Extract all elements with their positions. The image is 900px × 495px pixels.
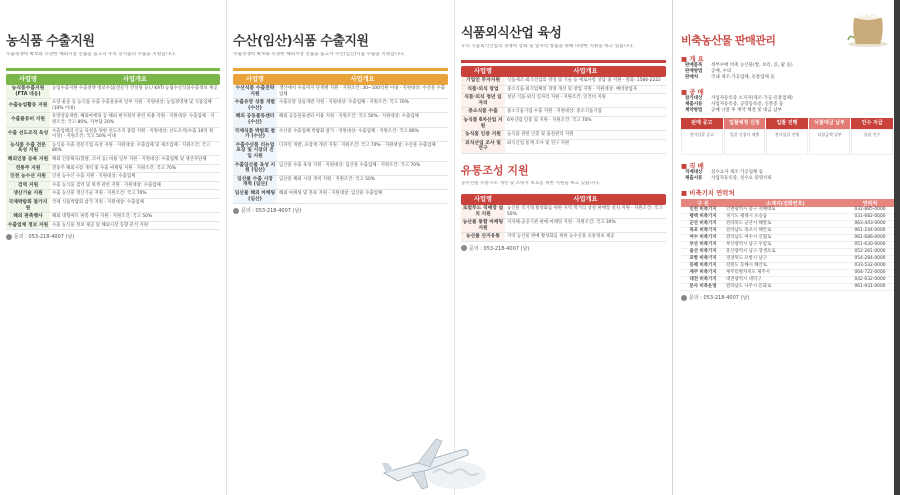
- table-row: [6, 222, 220, 231]
- row-desc: 해외 대형마트 판촉 행사 지원 · 지원조건: 국고 50%: [52, 214, 153, 220]
- info-value: 사업자등록증, 실수요 증명서류: [711, 176, 772, 181]
- flow-step-desc: 낙찰금액 납부: [809, 129, 851, 155]
- table-row: [6, 85, 220, 99]
- panel-agri-export: [0, 0, 226, 495]
- col-header-name: 사업명: [474, 68, 492, 75]
- table-cell: 061-931-0000: [846, 284, 894, 291]
- row-desc: 해외 공동물류센터 이용 지원 · 지원조건: 국고 50% · 지원대상: 수출업체: [279, 114, 419, 120]
- info-key: 직배대상: [685, 170, 703, 175]
- table-row: [6, 173, 220, 182]
- info-key: 참가대상: [685, 96, 703, 101]
- row-name: 수출물류비 지원: [6, 113, 50, 126]
- table-row: [461, 108, 666, 117]
- row-name: 농식품 인증 지원: [461, 131, 505, 139]
- contact-info: [461, 245, 666, 252]
- green-bar: [6, 68, 220, 71]
- row-desc: 농업수출지원 수출전략 정보수집(전문가 컨설팅 등) / KATI 농림수산식품수출정보 제공: [52, 86, 218, 91]
- flow-step: 낙찰대금 납부: [809, 118, 851, 129]
- table-cell: 061-244-0000: [846, 228, 894, 235]
- info-value: 사업자등록증 소지자(제조·가공·유통업체): [711, 96, 793, 101]
- flow-step-desc: 물품 인수: [851, 129, 893, 155]
- table-cell: 032-885-0000: [846, 207, 894, 214]
- col-header-desc: 사업개요: [350, 76, 375, 83]
- table-row: [461, 131, 666, 140]
- panel-description: 우리 식품외식산업의 경쟁력 강화 및 일자리 창출을 위해 다양한 지원을 하고 있습니다.: [461, 44, 634, 49]
- table-row: [233, 190, 448, 204]
- row-desc: 전통주 해외시장 개척 및 수출 마케팅 지원 · 지원조건: 국고 70%: [52, 165, 177, 171]
- table-row: [681, 242, 894, 249]
- table-cell: 울산광역시 남구 장생포로: [725, 249, 846, 256]
- table-body: [6, 85, 220, 230]
- flow-step: 인수 지급: [851, 118, 893, 129]
- col-header-desc: 사업개요: [573, 195, 598, 203]
- row-desc: 유망상품개발, 해외마케팅 등 해외 현지정착 관련 비용 지원 · 지원대상: 수출업체 · 지원조건: 국고 80%, 자부담 20%: [52, 114, 215, 125]
- row-name: 농산물 통합 마케팅 지원: [462, 220, 504, 231]
- row-name: 인천 농수산 지원: [6, 173, 50, 181]
- section-overview: ■ 개 요: [681, 55, 704, 63]
- section-label: 직 배: [689, 162, 704, 170]
- row-desc: 6차산업 인증 및 지원 · 지원조건: 국고 70%: [507, 117, 592, 123]
- table-cell: 경기도 평택시 포승읍: [725, 214, 846, 221]
- table-header: [461, 194, 666, 205]
- row-desc: 농식품 관련 인증 및 품질관리 지원: [507, 132, 574, 138]
- table-cell: 인천광역시 중구 서해대로: [725, 207, 846, 214]
- section-auction: ■ 공 매: [681, 88, 704, 96]
- contact-text: 문의 : 053-218-4007 (남): [241, 208, 302, 215]
- row-name: 전통주 지원: [6, 165, 50, 173]
- col-header-name: 사업명: [474, 195, 492, 203]
- info-key: 제출서류: [685, 102, 703, 107]
- table-row: [681, 235, 894, 242]
- direct-list: [681, 170, 894, 182]
- row-desc: 식품제조·외식산업의 경영 및 기술 등 애로사항 상담 및 지원 · 전화: 1566-2222: [507, 78, 661, 83]
- row-desc: 디자인 개발, 포장재 개선 지원 · 지원조건: 국고 70% · 지원대상: 수산물 수출업체: [279, 142, 436, 148]
- row-desc: 생산에서 수출까지 단계별 지원 · 지원조건: 30~100억원 이내 · 지원대상: 수산물 수출업체: [279, 86, 445, 97]
- col-header-desc: 사업개요: [123, 76, 147, 83]
- table-cell: 제주 비축기지: [681, 270, 725, 277]
- row-name: 국제박람회 참가지원: [6, 199, 50, 212]
- table-row: [6, 213, 220, 222]
- flow-step-desc: 전자입찰 공고: [681, 129, 723, 155]
- table-cell: 전라남도 나주시 문화로: [725, 284, 846, 291]
- row-name: 수출수산품 리뉴얼 포장 및 시장의 진입 지원: [233, 142, 277, 161]
- section-description: 농수산물 유통구조 개선 및 소비자 보호를 위한 지원을 하고 있습니다.: [461, 180, 600, 186]
- table-cell: 033-532-0000: [846, 263, 894, 270]
- table-row: [6, 182, 220, 191]
- row-desc: 수출 농산물 생산기술 지원 · 지원조건: 국고 70%: [52, 191, 147, 197]
- row-desc: 지역 농산물 판매 활성화를 위한 농수산물 유통정보 제공: [507, 234, 615, 240]
- orange-bar: [233, 68, 448, 71]
- process-flow-desc: [681, 129, 894, 155]
- table-row: [461, 233, 666, 242]
- info-value: 정부수매 비축 농산물(쌀, 보리, 콩, 팥 등): [711, 63, 793, 68]
- table-cell: 포항 비축기지: [681, 256, 725, 263]
- grain-sack-icon: [844, 4, 892, 48]
- col-header-desc: 사업개요: [573, 68, 598, 75]
- row-name: 농식품수출지원(FTA 대응): [6, 85, 50, 98]
- flow-step: 입찰 진행: [766, 118, 808, 129]
- table-cell: 군산 비축기지: [681, 221, 725, 228]
- table-cell: 여수 비축기지: [681, 235, 725, 242]
- table-row: [461, 86, 666, 95]
- auction-list: [681, 96, 894, 114]
- row-name: 수출유망 상품 개발 (수산): [234, 100, 276, 111]
- table-row: [6, 199, 220, 213]
- table-row: [6, 142, 220, 156]
- row-desc: 수출유망 상품개발 지원 · 지원대상: 수출업체 · 지원조건: 국고 70%: [279, 100, 409, 106]
- contact-text: 문의 : 053-218-4007 (남): [14, 234, 75, 241]
- flow-step: 판매 공고: [681, 118, 723, 129]
- col-header: 소재지(전화번호): [725, 199, 846, 207]
- info-value: 공매, 수의: [711, 69, 732, 74]
- section-label: 비축기지 연락처: [689, 189, 735, 197]
- row-desc: 수출 농식품 정보 제공 및 해외시장 동향 분석 지원: [52, 222, 148, 228]
- table-row: [6, 156, 220, 165]
- table-cell: 전라남도 목포시 해안로: [725, 228, 846, 235]
- table-row: [233, 85, 448, 99]
- airplane-icon: [378, 433, 474, 493]
- table-cell: 054-284-0000: [846, 256, 894, 263]
- panel-reserve-sales: [672, 0, 900, 495]
- section-direct: ■ 직 배: [681, 162, 704, 170]
- table-row: [6, 165, 220, 174]
- contact-table: [681, 199, 894, 291]
- row-desc: 국제 식품박람회 참가 지원 · 지원대상: 수출업체: [52, 199, 144, 205]
- row-name: 임산물 수출 시장 개척 (임산): [233, 176, 277, 189]
- row-desc: 해외 마케팅 및 홍보 지원 · 지원대상: 임산물 수출업체: [279, 190, 383, 196]
- panel-seafood-export: [226, 0, 454, 495]
- info-key: 판매처: [685, 75, 699, 80]
- table-row: [461, 205, 666, 219]
- flow-step-desc: 전자입찰 진행: [766, 129, 808, 155]
- info-line: [685, 176, 894, 182]
- info-key: 제출서류: [685, 176, 703, 181]
- col-header: 구 분: [681, 199, 725, 207]
- info-line: [685, 75, 894, 81]
- table-row: [461, 77, 666, 86]
- col-header-name: 사업명: [19, 76, 37, 83]
- phone-icon: [233, 208, 239, 214]
- table-cell: 부산광역시 남구 우암로: [725, 242, 846, 249]
- table-cell: 강원도 동해시 해안로: [725, 263, 846, 270]
- contact-info: [233, 207, 448, 214]
- row-name: 농식품 수출 전문 육성 지원: [6, 142, 50, 155]
- col-header-name: 사업명: [246, 76, 264, 83]
- table-cell: 경상북도 포항시 남구: [725, 256, 846, 263]
- table-cell: 061-686-0000: [846, 235, 894, 242]
- table-cell: 대전광역시 대덕구: [725, 277, 846, 284]
- row-desc: 임산물 해외 시장 개척 지원 · 지원조건: 국고 50%: [279, 176, 375, 182]
- info-value: 국내 제조·가공업체, 유통업체 등: [711, 75, 775, 80]
- table-cell: 064-722-0000: [846, 270, 894, 277]
- table-row: [681, 284, 894, 291]
- panel-description: 수출경쟁력 확보와 유망한 해외시장 진출을 돕고자 우리 농식품의 수출을 지원합니다.: [6, 52, 176, 57]
- row-desc: 수산물 수출업체 박람회 참가 · 지원대상: 수출업체 · 지원조건: 국고 80%: [279, 128, 419, 134]
- table-cell: 051-630-0000: [846, 242, 894, 249]
- contact-info: [681, 294, 894, 301]
- row-name: 수출업체 정보 지원: [7, 222, 49, 228]
- row-name: 로컬푸드 직매장 설치 지원: [462, 205, 504, 217]
- row-name: 수산식품 수출전략 지원: [233, 85, 277, 98]
- table-row: [6, 190, 220, 199]
- table-row: [233, 128, 448, 142]
- row-desc: 해외 인증획득(할랄, 코셔 등) 비용 일부 지원 · 지원대상: 수출업체 및 생산자단체: [52, 156, 207, 162]
- table-header: [6, 74, 220, 85]
- edge-stripe: [894, 0, 900, 495]
- table-row: [461, 140, 666, 154]
- row-name: 농산물 산지유통: [461, 233, 505, 241]
- table-row: [461, 117, 666, 131]
- row-desc: 지자체·공공기관 판매 마케팅 지원 · 지원조건: 국고 30%: [507, 220, 616, 226]
- row-desc: 농산물 직거래 활성화를 위한 지역 먹거리 상설 판매장 설치 지원 · 지원조건: 국고 50%: [507, 205, 663, 217]
- row-name: 국제식품 박람회 참가 (수산): [234, 128, 276, 140]
- section-title: 유통조성 지원: [461, 163, 529, 177]
- contact-text: 문의 : 053-218-4007 (남): [689, 295, 750, 301]
- red-bar: [461, 60, 666, 63]
- table-row: [681, 263, 894, 270]
- row-desc: 포장·운송 등 농식품 수출 수출물류비 일부 지원 · 지원대상: 농업경영체 및 식품업체(10% 이내): [52, 100, 212, 111]
- table-cell: 울산 비축기지: [681, 249, 725, 256]
- table-cell: 전라북도 군산시 해망로: [725, 221, 846, 228]
- row-name: 해외 판촉행사: [6, 213, 50, 221]
- table-row: [233, 142, 448, 162]
- info-key: 판매품목: [685, 63, 703, 68]
- panel-title: 식품외식산업 육성: [461, 26, 562, 41]
- row-name: 해외 공동물류센터 (수산): [233, 113, 277, 126]
- row-desc: 중소식품기업 수출 지원 · 지원대상: 중소식품기업: [507, 109, 602, 115]
- phone-icon: [6, 234, 12, 240]
- row-name: 농식품 6차산업 지원: [461, 117, 505, 130]
- row-desc: 임산물 수출 육성 지원 · 지원대상: 임산물 수출업체 · 지원조건: 국고 70%: [279, 162, 421, 168]
- info-key: 판매방법: [685, 69, 703, 74]
- row-name: 수출농업활동 지원: [6, 99, 50, 112]
- row-name: 검역 지원: [6, 182, 50, 190]
- table-cell: 동해 비축기지: [681, 263, 725, 270]
- table-row: [461, 94, 666, 108]
- table-row: [233, 176, 448, 190]
- table-header: [233, 74, 448, 85]
- overview-list: [681, 63, 894, 81]
- panel-food-industry: [454, 0, 672, 495]
- row-name: 외식산업 조사 및 연구: [461, 140, 505, 153]
- row-desc: 중소식품·외식업체의 경영 개선 및 창업 지원 · 지원대상: 예비창업자: [507, 86, 637, 92]
- info-value: 실수요자 제조·가공업체 등: [711, 170, 764, 175]
- table-body: [461, 205, 666, 242]
- table-row: [233, 162, 448, 176]
- table-cell: 목포 비축기지: [681, 228, 725, 235]
- panel-title: 비축농산물 판매관리: [681, 34, 776, 47]
- contact-text: 문의 : 053-218-4007 (남): [469, 245, 530, 252]
- row-desc: 수출업체의 신규 육성을 위한 선도조직 종합 지원 · 지원대상: 선도조직(수출 10억 원 이상) · 지원조건: 국고 50% 이내: [52, 128, 214, 140]
- row-name: 식품·외식 청년 일자리: [461, 94, 505, 107]
- table-row: [681, 270, 894, 277]
- info-value: 사업자등록증, 공장등록증, 신분증 등: [711, 102, 784, 107]
- table-row: [6, 99, 220, 113]
- table-cell: 대전 비축기지: [681, 277, 725, 284]
- table-body: [461, 77, 666, 154]
- row-name: 생산기술 지원: [6, 190, 50, 198]
- table-cell: 063-443-0000: [846, 221, 894, 228]
- panel-description: 수출경쟁력 확보와 유망한 해외시장 진출을 돕고자 수산(임산)식품 수출을 지원합니다.: [233, 52, 406, 57]
- table-cell: 031-682-0000: [846, 214, 894, 221]
- table-row: [6, 113, 220, 127]
- table-row: [461, 219, 666, 233]
- table-row: [681, 228, 894, 235]
- table-cell: 인천 비축기지: [681, 207, 725, 214]
- table-cell: 전라남도 여수시 신월로: [725, 235, 846, 242]
- col-header: 연락처: [846, 199, 894, 207]
- flow-step: 입찰예정 신청: [724, 118, 766, 129]
- table-cell: 평택 비축기지: [681, 214, 725, 221]
- info-value: 공매 낙찰 후 계약 체결 및 대금 납부: [711, 108, 782, 113]
- flow-step-desc: 입찰 신청서 제출: [724, 129, 766, 155]
- table-body: [233, 85, 448, 204]
- row-desc: 인천 농수산 수출 지원 · 지원대상: 수출업체: [52, 174, 136, 180]
- row-name: 수출임산물 육성 지원 (임산): [234, 162, 276, 174]
- info-line: [685, 108, 894, 114]
- row-desc: 청년 식품·외식 일자리 지원 · 지원조건: 인건비 지원: [507, 95, 606, 101]
- table-header: [461, 66, 666, 77]
- panel-title: 농식품 수출지원: [6, 34, 95, 49]
- row-name: 수출 선도조직 육성: [6, 128, 50, 141]
- row-name: 식품·외식 창업: [461, 86, 505, 94]
- section-label: 공 매: [689, 88, 704, 96]
- row-name: 기업인 투자지원: [461, 77, 505, 85]
- contact-info: [6, 233, 220, 240]
- row-desc: 수출 농식품 검역 및 위생 관련 지원 · 지원대상: 수출업체: [52, 182, 161, 188]
- table-cell: 제주특별자치도 제주시: [725, 270, 846, 277]
- table-cell: 부산 비축기지: [681, 242, 725, 249]
- table-row: [233, 113, 448, 127]
- table-row: [681, 221, 894, 228]
- row-name: 해외인증 등록 지원: [7, 156, 49, 162]
- section-contacts: ■ 비축기지 연락처: [681, 189, 735, 197]
- table-row: [233, 99, 448, 113]
- phone-icon: [681, 295, 687, 301]
- table-cell: 본사 비축운영: [681, 284, 725, 291]
- table-row: [681, 277, 894, 284]
- process-flow: [681, 118, 894, 129]
- table-row: [681, 249, 894, 256]
- section-label: 개 요: [689, 55, 704, 63]
- row-desc: 외식산업 통계 조사 및 연구 지원: [507, 140, 570, 146]
- row-name: 중소식품 수출: [461, 108, 505, 116]
- panel-title: 수산(임산)식품 수출지원: [233, 34, 369, 49]
- table-row: [6, 128, 220, 142]
- info-key: 계약방법: [685, 108, 703, 113]
- table-cell: 042-632-0000: [846, 277, 894, 284]
- table-row: [681, 256, 894, 263]
- table-row: [681, 214, 894, 221]
- table-cell: 052-261-0000: [846, 249, 894, 256]
- row-desc: 농식품 수출 전문기업 육성 지원 · 지원대상: 수출업체 및 제조업체 · 지원조건: 국고 80%: [52, 142, 211, 154]
- phone-icon: [461, 245, 467, 251]
- row-name: 임산물 해외 마케팅 (임산): [234, 190, 276, 202]
